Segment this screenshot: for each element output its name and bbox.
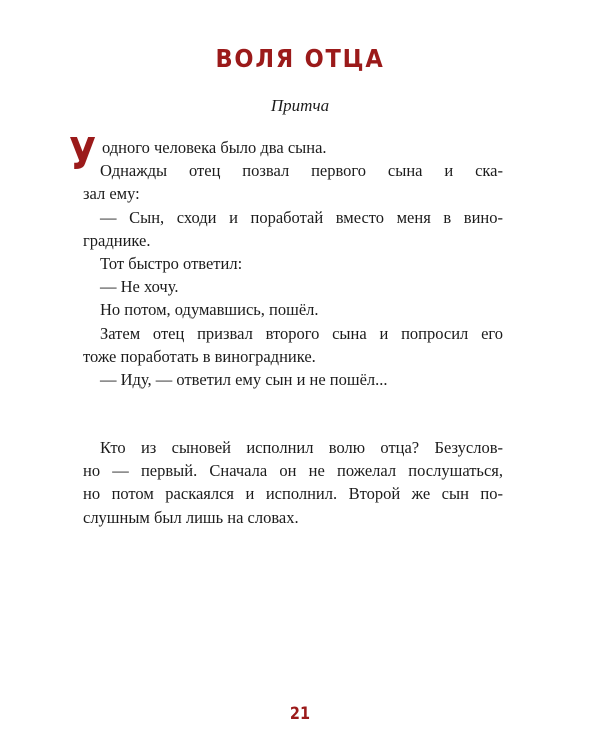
story-line-2: Однажды отец позвал первого сына и ска- [100,161,503,181]
story-line-3: зал ему: [83,184,140,204]
page-number: 21 [289,704,311,724]
story-line-11: — Иду, — ответил ему сын и не пошёл... [100,369,388,389]
story-line-1-text: одного человека было два сына. [102,138,327,157]
story-line-7: — Не хочу. [100,277,179,297]
moral-line-1: Кто из сыновей исполнил волю отца? Безуслов- [100,438,503,457]
drop-cap: У [69,129,97,180]
moral-line-3: но потом раскаялся и исполнил. Второй же сын по- [83,484,503,504]
moral-text [83,436,503,529]
subtitle: Притча [270,96,330,115]
page-title: ВОЛЯ ОТЦА [215,44,385,73]
moral-line-2: но — первый. Сначала он не пожелал послушаться, [83,461,503,481]
story-line-9: Затем отец призвал второго сына и попросил его [100,323,503,343]
story-line-8: Но потом, одумавшись, пошёл. [100,300,319,320]
moral-line-4: слушным был лишь на словах. [83,507,299,527]
story-line-5: граднике. [83,230,151,250]
story-line-4: — Сын, сходи и поработай вместо меня в вино- [100,207,503,227]
parable-text [69,129,503,391]
story-line-10: тоже поработать в винограднике. [83,346,316,366]
story-line-6: Тот быстро ответил: [100,253,243,273]
